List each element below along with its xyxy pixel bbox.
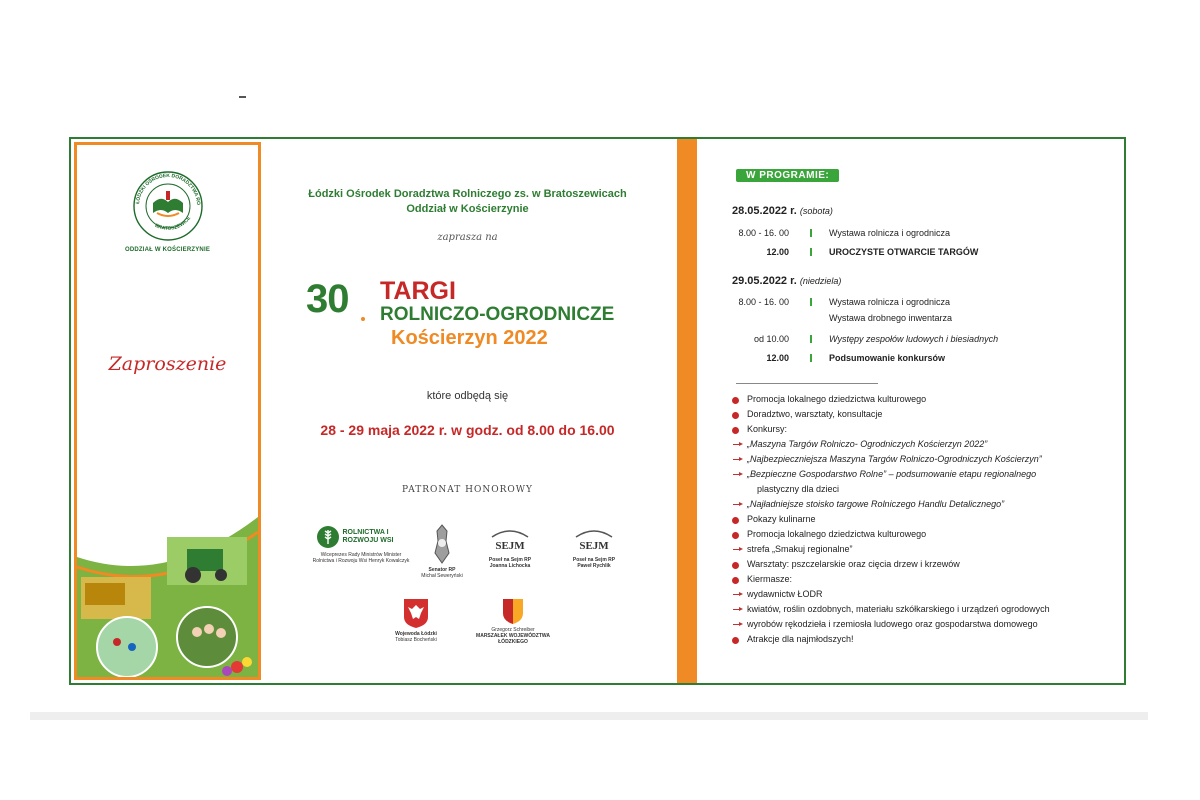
arrow-icon: [733, 444, 741, 445]
sejm-logo-icon: [484, 525, 536, 555]
organizer-line-2: Oddział w Kościerzynie: [406, 203, 529, 215]
arrow-icon: [733, 624, 741, 625]
mp-title: Poseł na Sejm RP: [488, 557, 532, 563]
day-1-event: Wystawa rolnicza i ogrodnicza: [829, 228, 950, 238]
day-2-weekday: (niedziela): [799, 276, 842, 286]
stray-mark: [239, 96, 246, 98]
logo-caption: ODDZIAŁ W KOŚCIERZYNIE: [124, 247, 211, 253]
day-1-time: 8.00 - 16. 00: [738, 228, 789, 238]
bullet-icon: [732, 637, 739, 644]
bullet-icon: [732, 532, 739, 539]
day-2-event: Wystawa drobnego inwentarza: [829, 313, 952, 323]
program-subitem: wydawnictw ŁODR: [747, 589, 823, 599]
patron-mp-lichocka: [473, 525, 547, 569]
program-badge: W PROGRAMIE:: [736, 169, 839, 182]
logo-ring-text: ŁÓDZKI OŚRODEK DORADZTWA RO: [134, 172, 201, 206]
time-marker: [810, 335, 812, 343]
program-item: Promocja lokalnego dziedzictwa kulturowego: [747, 394, 927, 404]
sejm-logo-text: SEJM: [579, 540, 609, 552]
program-subitem: „Maszyna Targów Rolniczo- Ogrodniczych Kościerzyn 2022”: [747, 439, 988, 449]
day-2-time: od 10.00: [753, 334, 789, 344]
day-2-heading: [732, 275, 841, 287]
program-panel: [703, 139, 1123, 683]
main-panel: [261, 139, 674, 683]
title-line-1: TARGI: [380, 277, 456, 305]
program-subitem: „Najbezpieczniejsza Maszyna Targów Rolniczo-Ogrodniczych Kościerzyn”: [747, 454, 1042, 464]
program-item: Pokazy kulinarne: [747, 514, 816, 524]
left-panel: [74, 142, 261, 680]
patron-mp-rychlik: [557, 525, 631, 569]
organizer: [261, 187, 674, 217]
svg-text:BRATOSZEWICE: [153, 215, 192, 232]
arrow-icon: [733, 549, 741, 550]
day-2-time: 8.00 - 16. 00: [738, 297, 789, 307]
group-photo: [177, 607, 237, 667]
day-2-event: Występy zespołów ludowych i biesiadnych: [829, 334, 999, 344]
ministry-sub: Wiceprezes Rady Ministrów Minister Rolnictwa i Rozwoju Wsi Henryk Kowalczyk: [312, 552, 410, 564]
day-2-event: Wystawa rolnicza i ogrodnicza: [829, 297, 950, 307]
patron-voivode: [379, 597, 453, 643]
day-1-time: 12.00: [766, 247, 789, 257]
lodr-logo: [77, 169, 258, 253]
mp-name: Joanna Lichocka: [489, 563, 531, 569]
sejm-logo-icon: [568, 525, 620, 555]
day-1-date: 28.05.2022 r.: [732, 205, 797, 217]
lodr-emblem-icon: [129, 169, 207, 243]
program-subitem: wyrobów rękodzieła i rzemiosła ludowego oraz gospodarstwa domowego: [747, 619, 1038, 629]
program-item: Promocja lokalnego dziedzictwa kulturowego: [747, 529, 927, 539]
senator-title: Senator RP: [428, 567, 456, 573]
program-subitem: kwiatów, roślin ozdobnych, materiału szkółkarskiego i urządzeń ogrodowych: [747, 604, 1050, 614]
organizer-line-1: Łódzki Ośrodek Doradztwa Rolniczego zs. w Bratoszewicach: [308, 188, 627, 200]
marshal-name: Grzegorz Schreiber: [491, 627, 535, 633]
wheat-icon: [316, 525, 340, 549]
voivode-name: Tobiasz Bocheński: [395, 637, 437, 643]
patronage-label: PATRONAT HONOROWY: [402, 485, 533, 495]
mp-title: Poseł na Sejm RP: [572, 557, 616, 563]
page-shadow: [30, 712, 1148, 720]
day-1-weekday: (sobota): [799, 206, 833, 216]
patron-marshal: [465, 597, 561, 645]
title-line-3: Kościerzyn 2022: [391, 327, 548, 349]
ordinal-dot: [361, 317, 365, 321]
arrow-icon: [733, 594, 741, 595]
program-item: Konkursy:: [747, 424, 788, 434]
ministry-name: ROLNICTWA I ROZWOJU WSI: [342, 529, 394, 544]
mp-name: Paweł Rychlik: [577, 563, 611, 569]
invitation-heading: Zaproszenie: [108, 353, 227, 375]
program-subitem: „Bezpieczne Gospodarstwo Rolne” – podsumowanie etapu regionalnego: [747, 469, 1037, 479]
event-dates: 28 - 29 maja 2022 r. w godz. od 8.00 do 16.00: [320, 422, 615, 438]
program-item: Doradztwo, warsztaty, konsultacje: [747, 409, 883, 419]
bullet-icon: [732, 427, 739, 434]
patron-senator: [413, 523, 471, 579]
invitation-card: [69, 137, 1126, 685]
lodz-voivodeship-crest-icon: [501, 597, 525, 625]
bullet-icon: [732, 577, 739, 584]
voivode-title: Wojewoda Łódzki: [395, 631, 437, 637]
divider-bar: [677, 139, 697, 683]
program-subitem: „Najładniejsze stoisko targowe Rolniczego Handlu Detalicznego”: [747, 499, 1005, 509]
senator-name: Michał Seweryński: [421, 573, 463, 579]
program-subitem: strefa „Smakuj regionalne”: [747, 544, 853, 554]
edition-number: 30: [306, 277, 349, 321]
take-place-text: które odbędą się: [426, 390, 509, 402]
day-2-date: 29.05.2022 r.: [732, 275, 797, 287]
time-marker: [810, 298, 812, 306]
time-marker: [810, 248, 812, 256]
separator: [736, 383, 878, 384]
bullet-icon: [732, 412, 739, 419]
title-line-2: ROLNICZO-OGRODNICZE: [380, 304, 615, 325]
day-2-event: Podsumowanie konkursów: [829, 353, 946, 363]
time-marker: [810, 354, 812, 362]
day-1-event: UROCZYSTE OTWARCIE TARGÓW: [829, 247, 979, 257]
photo-collage: [77, 497, 258, 677]
senate-emblem-icon: [431, 523, 453, 565]
marshal-title: MARSZAŁEK WOJEWÓDZTWA ŁÓDZKIEGO: [476, 633, 550, 645]
polish-eagle-icon: [402, 597, 430, 629]
logo-bottom-text: BRATOSZEWICE: [153, 215, 192, 232]
time-marker: [810, 229, 812, 237]
bullet-icon: [732, 517, 739, 524]
program-subitem: plastyczny dla dzieci: [757, 484, 840, 494]
arrow-icon: [733, 459, 741, 460]
bullet-icon: [732, 397, 739, 404]
patron-ministry: [311, 525, 411, 564]
arrow-icon: [733, 504, 741, 505]
arrow-icon: [733, 474, 741, 475]
program-item: Atrakcje dla najmłodszych!: [747, 634, 854, 644]
program-item: Kiermasze:: [747, 574, 793, 584]
people-photo: [97, 617, 157, 677]
day-2-time: 12.00: [766, 353, 789, 363]
arrow-icon: [733, 609, 741, 610]
event-title: [306, 277, 636, 347]
invites-text: zaprasza na: [437, 232, 498, 243]
sejm-logo-text: SEJM: [495, 540, 525, 552]
day-1-heading: [732, 205, 833, 217]
bullet-icon: [732, 562, 739, 569]
program-item: Warsztaty: pszczelarskie oraz cięcia drzew i krzewów: [747, 559, 960, 569]
